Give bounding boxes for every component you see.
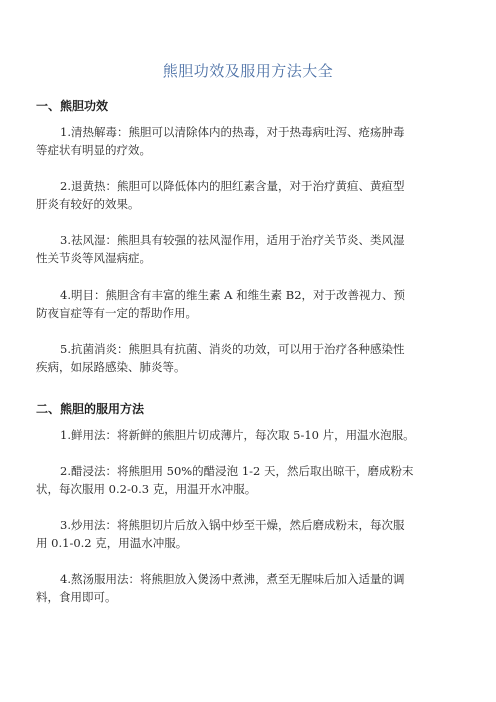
paragraph-line: 疾病，如尿路感染、肺炎等。: [36, 360, 186, 374]
paragraph: [36, 426, 466, 444]
paragraph-line: 4.明目：熊胆含有丰富的维生素 A 和维生素 B2，对于改善视力、预: [60, 288, 406, 302]
paragraph-line: 5.抗菌消炎：熊胆具有抗菌、消炎的功效，可以用于治疗各种感染性: [60, 342, 405, 356]
paragraph-line: 用 0.1-0.2 克，用温水冲服。: [36, 536, 188, 550]
paragraph-line: 性关节炎等风湿病症。: [36, 251, 151, 265]
paragraph: [36, 123, 466, 159]
paragraph-line: 肝炎有较好的效果。: [36, 197, 140, 211]
paragraph-line: 状，每次服用 0.2-0.3 克，用温开水冲服。: [36, 482, 257, 496]
paragraph-line: 1.清热解毒：熊胆可以清除体内的热毒，对于热毒病吐泻、疮疡肿毒: [60, 125, 405, 139]
paragraph: [36, 462, 466, 498]
document-title: 熊胆功效及服用方法大全: [162, 62, 334, 80]
paragraph: [36, 340, 466, 376]
paragraph-line: 4.熬汤服用法：将熊胆放入煲汤中煮沸，煮至无腥味后加入适量的调: [60, 572, 405, 586]
paragraph: [36, 286, 466, 322]
paragraph-line: 料，食用即可。: [36, 590, 117, 604]
paragraph-line: 3.祛风湿：熊胆具有较强的祛风湿作用，适用于治疗关节炎、类风湿: [60, 233, 405, 247]
paragraph: [36, 177, 466, 213]
section-heading-usage: 二、熊胆的服用方法: [36, 402, 145, 416]
paragraph-line: 2.退黄热：熊胆可以降低体内的胆红素含量，对于治疗黄疸、黄疸型: [60, 179, 405, 193]
paragraph: [36, 570, 466, 606]
paragraph-line: 防夜盲症等有一定的帮助作用。: [36, 306, 197, 320]
paragraph-line: 3.炒用法：将熊胆切片后放入锅中炒至干燥，然后磨成粉末，每次服: [60, 518, 405, 532]
paragraph: [36, 516, 466, 552]
paragraph: [36, 231, 466, 267]
paragraph-line: 1.鲜用法：将新鲜的熊胆片切成薄片，每次取 5-10 片，用温水泡服。: [60, 428, 415, 442]
paragraph-line: 2.醋浸法：将熊胆用 50%的醋浸泡 1-2 天，然后取出晾干，磨成粉末: [60, 464, 414, 478]
paragraph-line: 等症状有明显的疗效。: [36, 143, 151, 157]
section-heading-efficacy: 一、熊胆功效: [36, 99, 109, 113]
